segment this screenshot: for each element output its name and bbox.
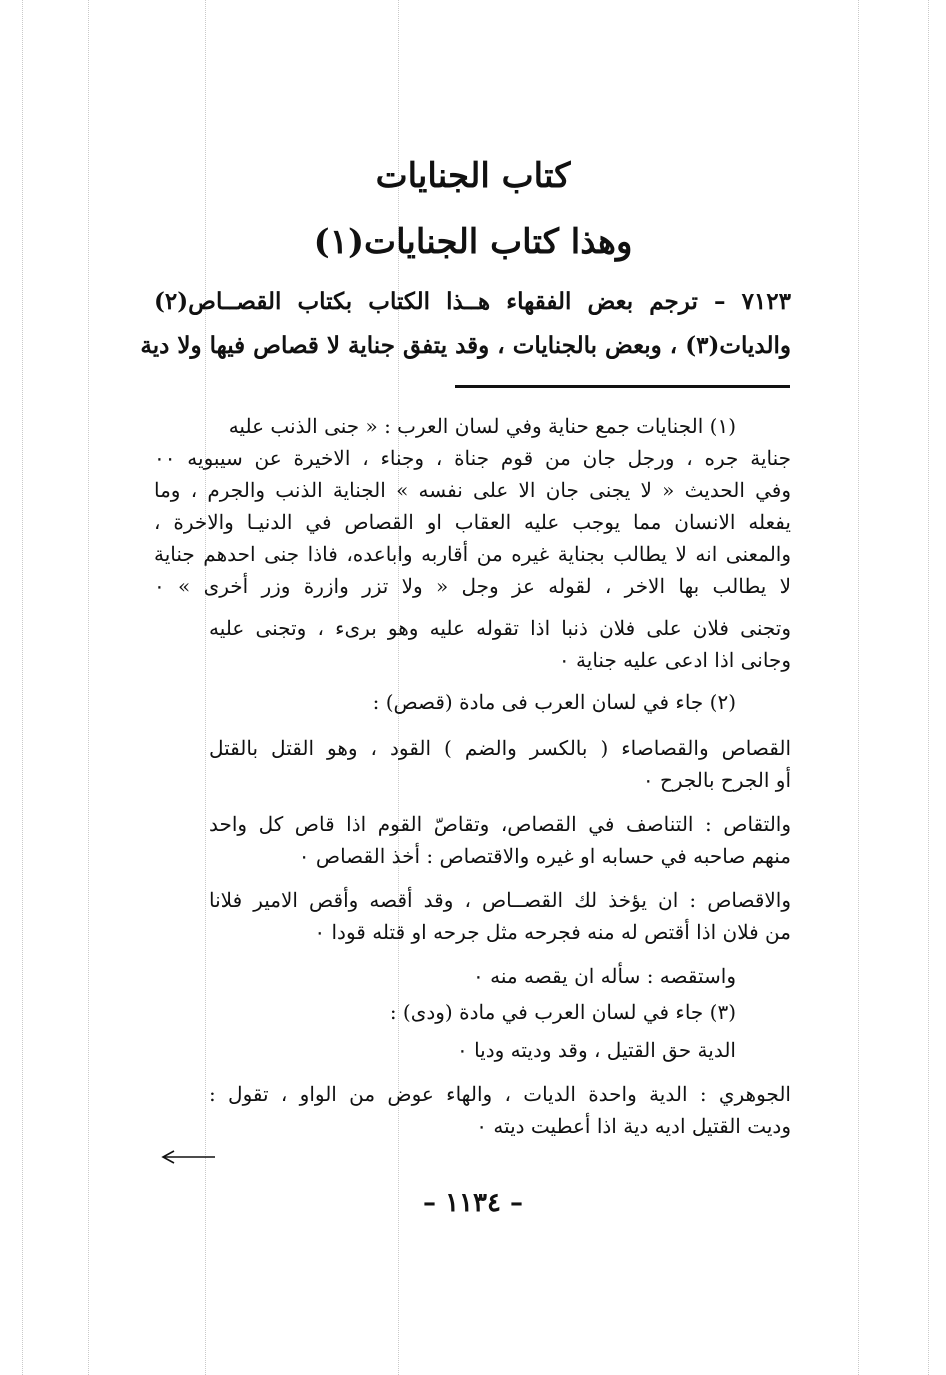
footnote-line: والتقاص : التناصف في القصاص، وتقاصّ القوم اذا قاص كل واحد xyxy=(209,812,792,836)
book-title: كتاب الجنايات xyxy=(375,156,571,196)
arrow-left-icon xyxy=(160,1150,216,1164)
footnote-line: الدية حق القتيل ، وقد وديته وديا ٠ xyxy=(456,1038,736,1062)
scan-ruling-line xyxy=(22,0,23,1375)
footnote-line: الجوهري : الدية واحدة الديات ، والهاء عوض من الواو ، تقول : xyxy=(209,1082,791,1106)
footnote-line: وديت القتيل اديه دية اذا أعطيت ديته ٠ xyxy=(476,1114,791,1138)
footnote-line: والمعنى انه لا يطالب بجناية غيره من أقاربه واباعده، فاذا جنى احدهم جناية xyxy=(154,542,791,566)
footnote-line: (٢) جاء في لسان العرب فى مادة (قصص) : xyxy=(372,690,736,714)
scan-ruling-line xyxy=(858,0,859,1375)
footnote-line: القصاص والقصاصاء ( بالكسر والضم ) القود ، وهو القتل بالقتل xyxy=(209,736,791,760)
footnote-line: أو الجرح بالجرح ٠ xyxy=(642,768,791,792)
footnote-line: وفي الحديث « لا يجنى جان الا على نفسه » الجناية الذنب والجرم ، وما xyxy=(154,478,791,502)
footnote-line: يفعله الانسان مما يوجب عليه العقاب او القصاص في الدنيـا والاخرة ، xyxy=(154,510,791,534)
scan-ruling-line xyxy=(928,0,929,1375)
body-line: والديات(٣) ، وبعض بالجنايات ، وقد يتفق جناية لا قصاص فيها ولا دية xyxy=(140,332,791,359)
section-subtitle: وهذا كتاب الجنايات(١) xyxy=(313,222,633,262)
footnote-line: من فلان اذا أقتص له منه فجرحه مثل جرحه او قتله قودا ٠ xyxy=(314,920,791,944)
footnote-line: (٣) جاء في لسان العرب في مادة (ودى) : xyxy=(389,1000,736,1024)
footnote-separator xyxy=(455,385,790,388)
footnote-line: واستقصه : سأله ان يقصه منه ٠ xyxy=(473,964,736,988)
footnote-line: منهم صاحبه في حسابه او غيره والاقتصاص : أخذ القصاص ٠ xyxy=(298,844,791,868)
footnote-line: (١) الجنايات جمع حناية وفي لسان العرب : « جنى الذنب عليه xyxy=(228,414,736,438)
footnote-line: والاقصاص : ان يؤخذ لك القصــاص ، وقد أقصه وأقص الامير فلانا xyxy=(209,888,791,912)
footnote-line: وجانى اذا ادعى عليه جناية ٠ xyxy=(558,648,791,672)
scan-ruling-line xyxy=(88,0,89,1375)
page-number: – ١١٣٤ – xyxy=(423,1188,523,1218)
body-line: ٧١٢٣ – ترجم بعض الفقهاء هــذا الكتاب بكتاب القصــاص(٢) xyxy=(154,288,791,315)
footnote-line: جناية جره ، ورجل جان من قوم جناة ، وجناء ، الاخيرة عن سيبويه ٠٠ xyxy=(154,446,791,470)
footnote-line: وتجنى فلان على فلان ذنبا اذا تقوله عليه وهو برىء ، وتجنى عليه xyxy=(209,616,791,640)
footnote-line: لا يطالب بها الاخر ، لقوله عز وجل « ولا تزر وازرة وزر أخرى » ٠ xyxy=(154,574,791,598)
